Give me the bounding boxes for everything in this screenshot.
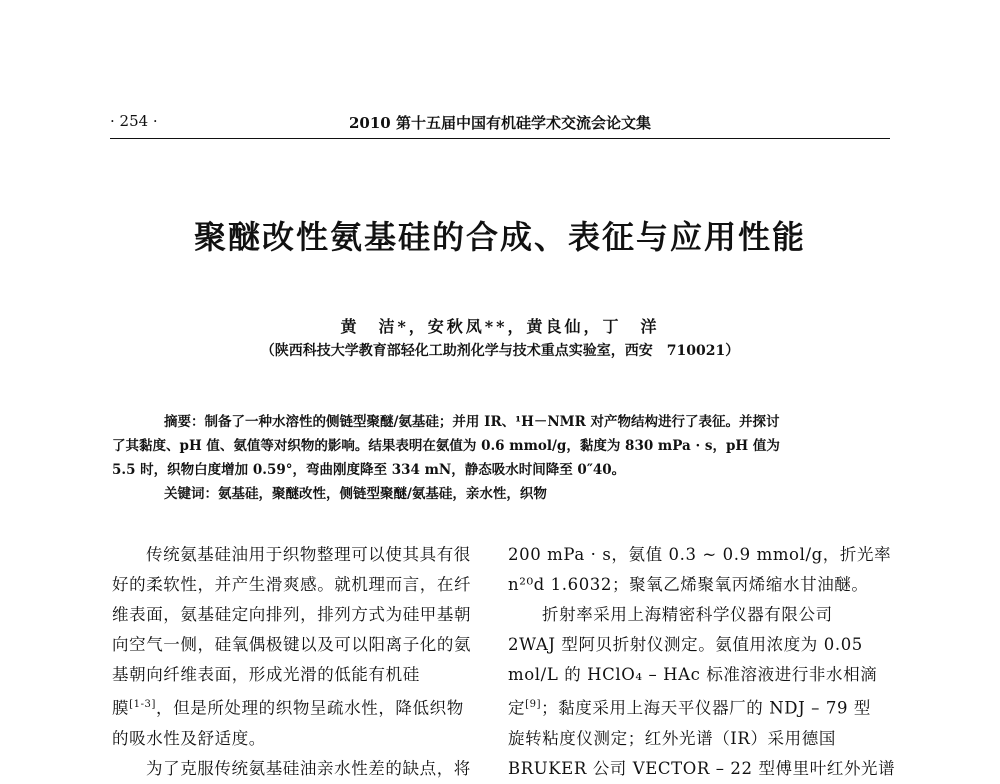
citation-marker: [1-3] bbox=[129, 699, 157, 710]
body-line: 为了克服传统氨基硅油亲水性差的缺点，将 bbox=[146, 758, 471, 778]
body-column-right bbox=[508, 540, 894, 784]
abstract-block bbox=[112, 410, 888, 506]
author-list: 黄 洁*，安秋凤**，黄良仙，丁 洋 bbox=[340, 317, 660, 336]
keywords-line: 关键词：氨基硅，聚醚改性，侧链型聚醚/氨基硅，亲水性，织物 bbox=[164, 486, 547, 502]
body-line: 维表面，氨基硅定向排列，排列方式为硅甲基朝 bbox=[112, 605, 472, 624]
body-line bbox=[112, 690, 498, 724]
paper-title: 聚醚改性氨基硅的合成、表征与应用性能 bbox=[193, 218, 806, 256]
page-number: · 254 · bbox=[110, 112, 158, 130]
body-line: 传统氨基硅油用于织物整理可以使其具有很 bbox=[146, 545, 471, 564]
body-line: 2WAJ 型阿贝折射仪测定。氨值用浓度为 0.05 bbox=[508, 635, 863, 654]
body-text: 膜 bbox=[112, 698, 130, 718]
body-line: 向空气一侧，硅氧偶极键以及可以阳离子化的氨 bbox=[112, 635, 472, 654]
running-header bbox=[110, 112, 890, 130]
body-text: 定 bbox=[508, 698, 526, 718]
body-line: 旋转粘度仪测定；红外光谱（IR）采用德国 bbox=[508, 728, 836, 748]
abstract-line: 摘要：制备了一种水溶性的侧链型聚醚/氨基硅；并用 IR、¹H－NMR 对产物结构进行了表征。并探讨 bbox=[164, 414, 780, 430]
abstract-line: 了其黏度、pH 值、氨值等对织物的影响。结果表明在氨值为 0.6 mmol/g，黏度为 830 mPa · s，pH 值为 bbox=[112, 438, 780, 454]
citation-marker: [9] bbox=[525, 699, 542, 710]
body-line: n²⁰d 1.6032；聚氧乙烯聚氧丙烯缩水甘油醚。 bbox=[508, 575, 869, 594]
body-line: 好的柔软性，并产生滑爽感。就机理而言，在纤 bbox=[112, 575, 472, 594]
body-line: 基朝向纤维表面，形成光滑的低能有机硅 bbox=[112, 665, 420, 684]
body-text: ，但是所处理的织物呈疏水性，降低织物 bbox=[156, 698, 464, 718]
abstract-line: 5.5 时，织物白度增加 0.59°，弯曲刚度降至 334 mN，静态吸水时间降至 0″40。 bbox=[112, 462, 626, 478]
body-line: 的吸水性及舒适度。 bbox=[112, 728, 266, 748]
journal-title: 2010 第十五届中国有机硅学术交流会论文集 bbox=[349, 114, 651, 132]
body-text: ；黏度采用上海天平仪器厂的 NDJ – 79 型 bbox=[541, 698, 871, 718]
affiliation: （陕西科技大学教育部轻化工助剂化学与技术重点实验室，西安 710021） bbox=[260, 343, 740, 359]
body-line bbox=[508, 690, 894, 724]
body-line: 折射率采用上海精密科学仪器有限公司 bbox=[542, 605, 833, 624]
body-line: BRUKER 公司 VECTOR – 22 型傅里叶红外光谱 bbox=[508, 758, 896, 778]
header-rule bbox=[110, 138, 890, 139]
body-line: 200 mPa · s，氨值 0.3 ~ 0.9 mmol/g，折光率 bbox=[508, 545, 892, 564]
body-column-left bbox=[112, 540, 498, 784]
body-line: mol/L 的 HClO₄ – HAc 标准溶液进行非水相滴 bbox=[508, 665, 878, 684]
